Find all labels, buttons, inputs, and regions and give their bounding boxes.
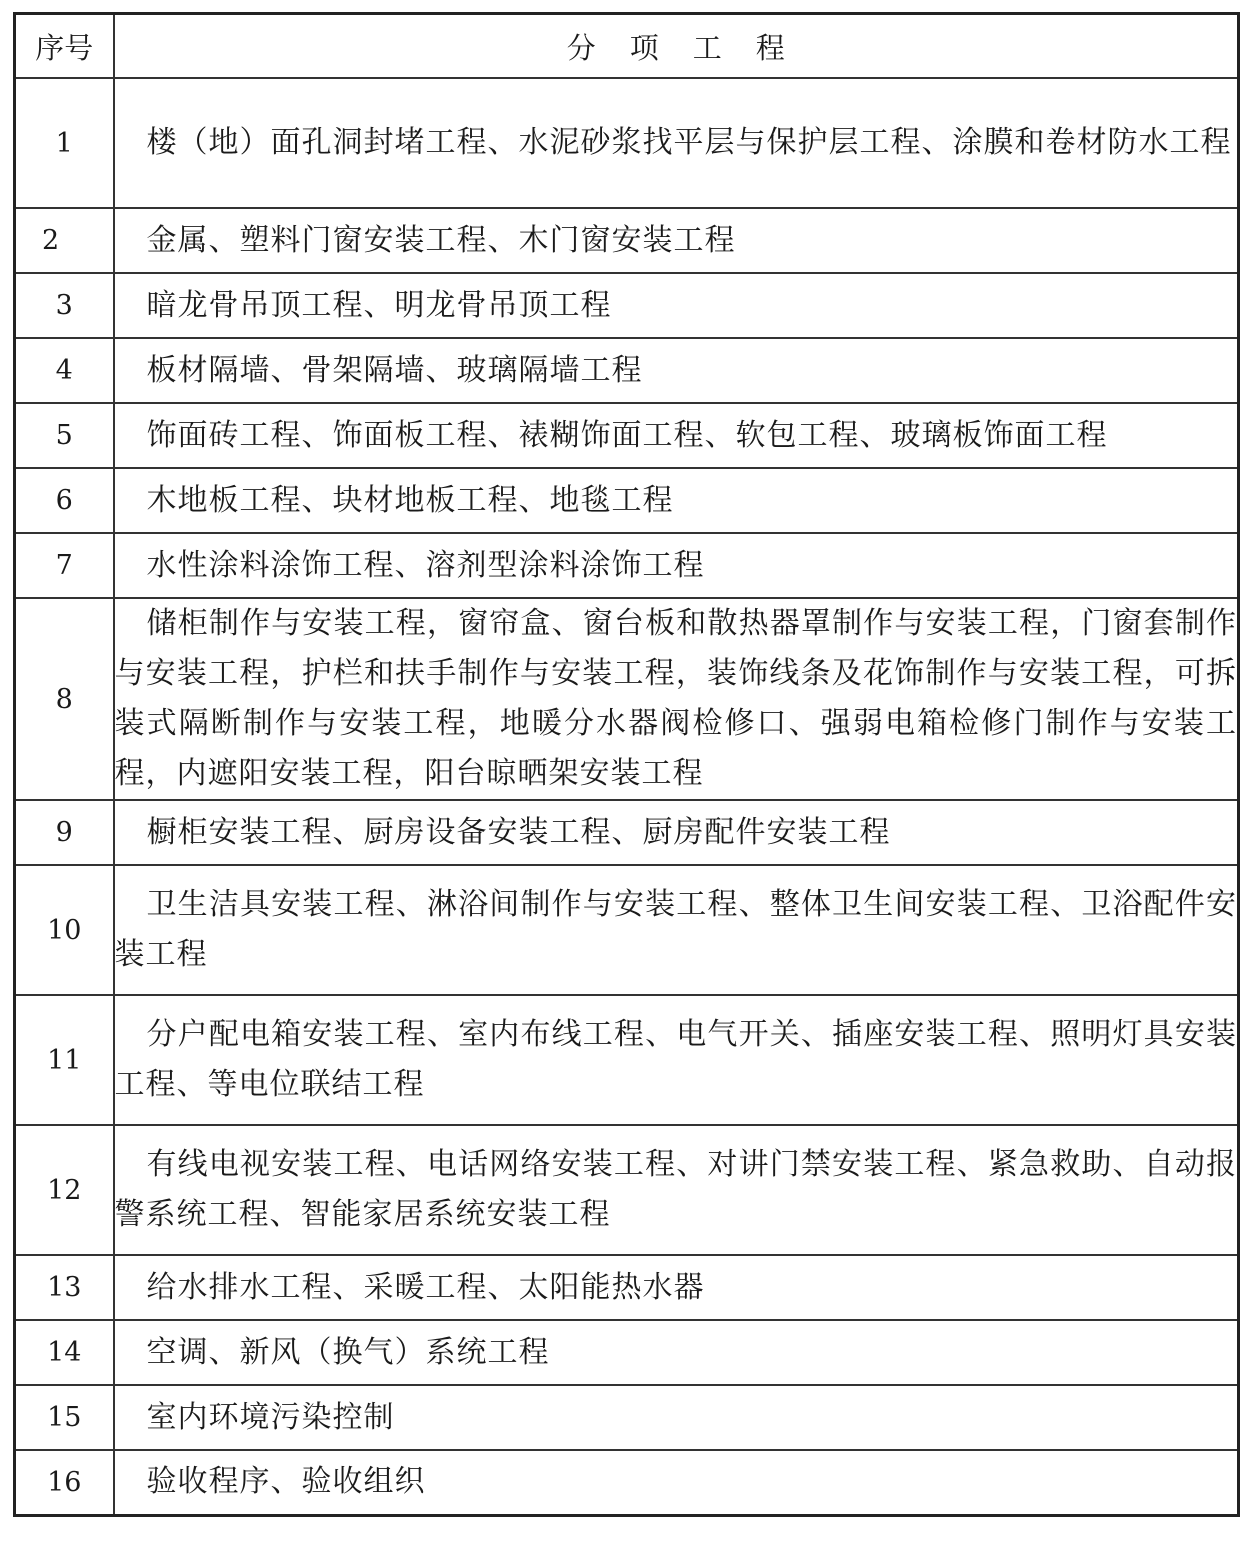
row-number: 7 [15,533,114,598]
row-text: 空调、新风（换气）系统工程 [114,1320,1239,1385]
row-number: 4 [15,338,114,403]
subitem-table [13,12,1240,1517]
table-row [15,273,1239,338]
row-text: 楼（地）面孔洞封堵工程、水泥砂浆找平层与保护层工程、涂膜和卷材防水工程 [114,78,1239,208]
row-number: 14 [15,1320,114,1385]
row-number: 16 [15,1450,114,1515]
row-number: 12 [15,1125,114,1255]
table-row [15,1450,1239,1515]
table-row [15,468,1239,533]
table-row [15,865,1239,995]
row-number: 10 [15,865,114,995]
row-number: 1 [15,78,114,208]
row-text: 室内环境污染控制 [114,1385,1239,1450]
row-text: 橱柜安装工程、厨房设备安装工程、厨房配件安装工程 [114,800,1239,865]
row-number: 2 [15,208,114,273]
row-number: 9 [15,800,114,865]
table-row [15,78,1239,208]
row-text: 板材隔墙、骨架隔墙、玻璃隔墙工程 [114,338,1239,403]
header-serial-number: 序号 [15,14,114,79]
table-row [15,208,1239,273]
table-row [15,598,1239,800]
table-row [15,533,1239,598]
row-number: 6 [15,468,114,533]
table-row [15,338,1239,403]
table-row [15,800,1239,865]
table-row [15,995,1239,1125]
table-row [15,1255,1239,1320]
table-header-row [15,14,1239,79]
header-subitem-work: 分项工程 [114,14,1239,79]
table-row [15,1385,1239,1450]
row-text: 验收程序、验收组织 [114,1450,1239,1515]
row-text: 水性涂料涂饰工程、溶剂型涂料涂饰工程 [114,533,1239,598]
row-number: 3 [15,273,114,338]
row-text: 饰面砖工程、饰面板工程、裱糊饰面工程、软包工程、玻璃板饰面工程 [114,403,1239,468]
row-number: 5 [15,403,114,468]
row-text: 金属、塑料门窗安装工程、木门窗安装工程 [114,208,1239,273]
row-number: 15 [15,1385,114,1450]
table-row [15,1320,1239,1385]
row-text: 有线电视安装工程、电话网络安装工程、对讲门禁安装工程、紧急救助、自动报警系统工程、智能家居系统安装工程 [114,1125,1239,1255]
row-text: 储柜制作与安装工程，窗帘盒、窗台板和散热器罩制作与安装工程，门窗套制作与安装工程，护栏和扶手制作与安装工程，装饰线条及花饰制作与安装工程，可拆装式隔断制作与安装工程，地暖分水器阀检修口、强弱电箱检修门制作与安装工程，内遮阳安装工程，阳台晾晒架安装工程 [114,598,1239,800]
row-text: 给水排水工程、采暖工程、太阳能热水器 [114,1255,1239,1320]
row-text: 暗龙骨吊顶工程、明龙骨吊顶工程 [114,273,1239,338]
table-row [15,403,1239,468]
row-text: 卫生洁具安装工程、淋浴间制作与安装工程、整体卫生间安装工程、卫浴配件安装工程 [114,865,1239,995]
row-text: 木地板工程、块材地板工程、地毯工程 [114,468,1239,533]
table-row [15,1125,1239,1255]
row-text: 分户配电箱安装工程、室内布线工程、电气开关、插座安装工程、照明灯具安装工程、等电位联结工程 [114,995,1239,1125]
row-number: 13 [15,1255,114,1320]
row-number: 11 [15,995,114,1125]
row-number: 8 [15,598,114,800]
